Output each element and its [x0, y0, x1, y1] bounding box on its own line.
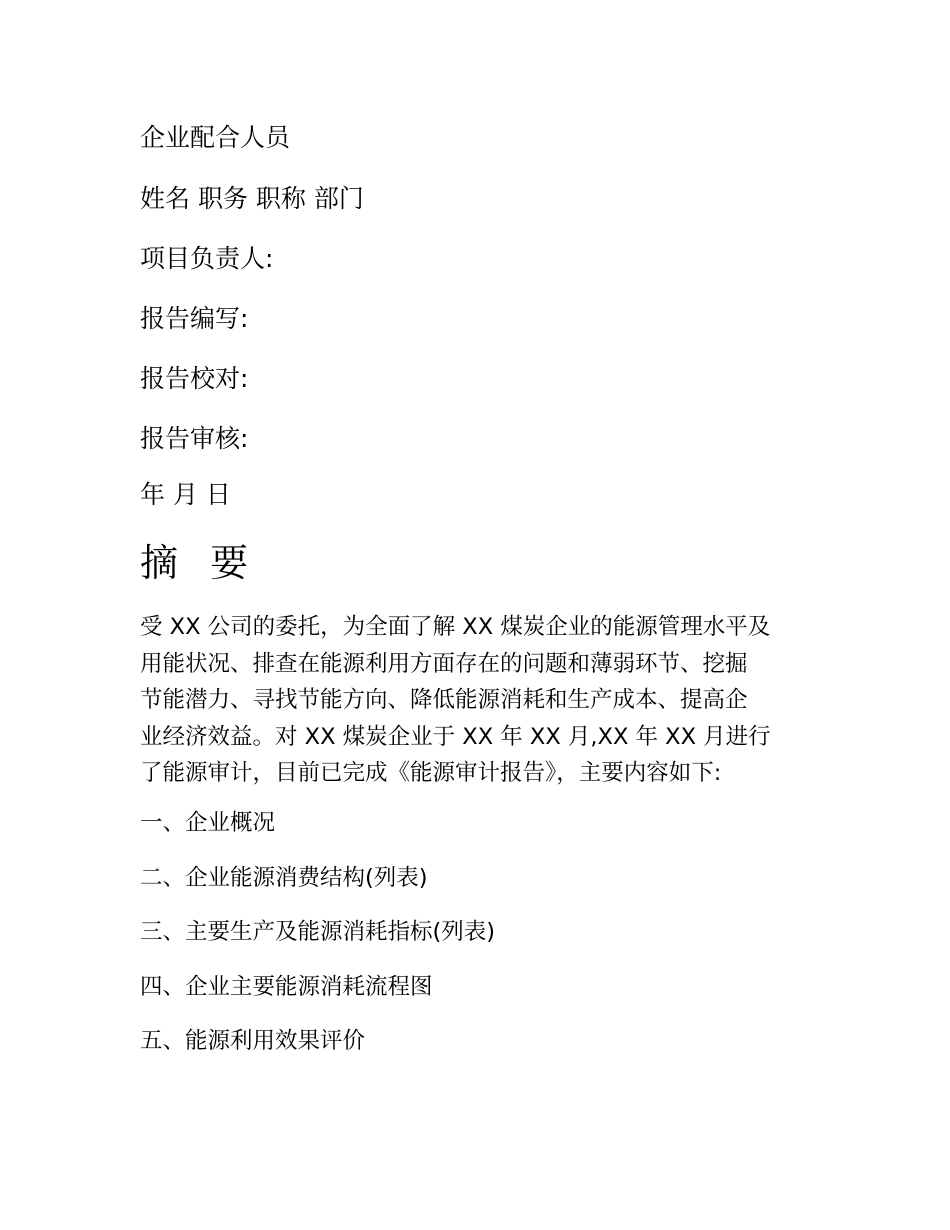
toc-item: 二、企业能源消费结构(列表) [140, 865, 428, 891]
project-lead-label: 项目负责人: [140, 244, 274, 273]
report-proofread-label: 报告校对: [140, 364, 249, 393]
abstract-line: 节能潜力、寻找节能方向、降低能源消耗和生产成本、提高企 [140, 687, 748, 713]
abstract-line: 了能源审计，目前已完成《能源审计报告》，主要内容如下: [140, 760, 722, 786]
abstract-line: 受 XX 公司的委托，为全面了解 XX 煤炭企业的能源管理水平及 [140, 614, 771, 640]
abstract-line: 业经济效益。对 XX 煤炭企业于 XX 年 XX 月,XX 年 XX 月进行 [140, 723, 771, 750]
date-line: 年 月 日 [140, 480, 231, 509]
report-writer-label: 报告编写: [140, 304, 249, 333]
abstract-line: 用能状况、排查在能源利用方面存在的问题和薄弱环节、挖掘 [140, 650, 748, 677]
toc-item: 五、能源利用效果评价 [140, 1028, 366, 1054]
staff-title: 企业配合人员 [140, 123, 291, 152]
abstract-paragraph [140, 609, 820, 792]
abstract-heading: 摘 要 [140, 541, 259, 585]
toc-item: 三、主要生产及能源消耗指标(列表) [140, 919, 496, 945]
toc-item: 四、企业主要能源消耗流程图 [140, 974, 433, 1000]
toc-item: 一、企业概况 [140, 810, 276, 836]
report-review-label: 报告审核: [140, 424, 249, 453]
staff-columns: 姓名 职务 职称 部门 [140, 184, 364, 213]
